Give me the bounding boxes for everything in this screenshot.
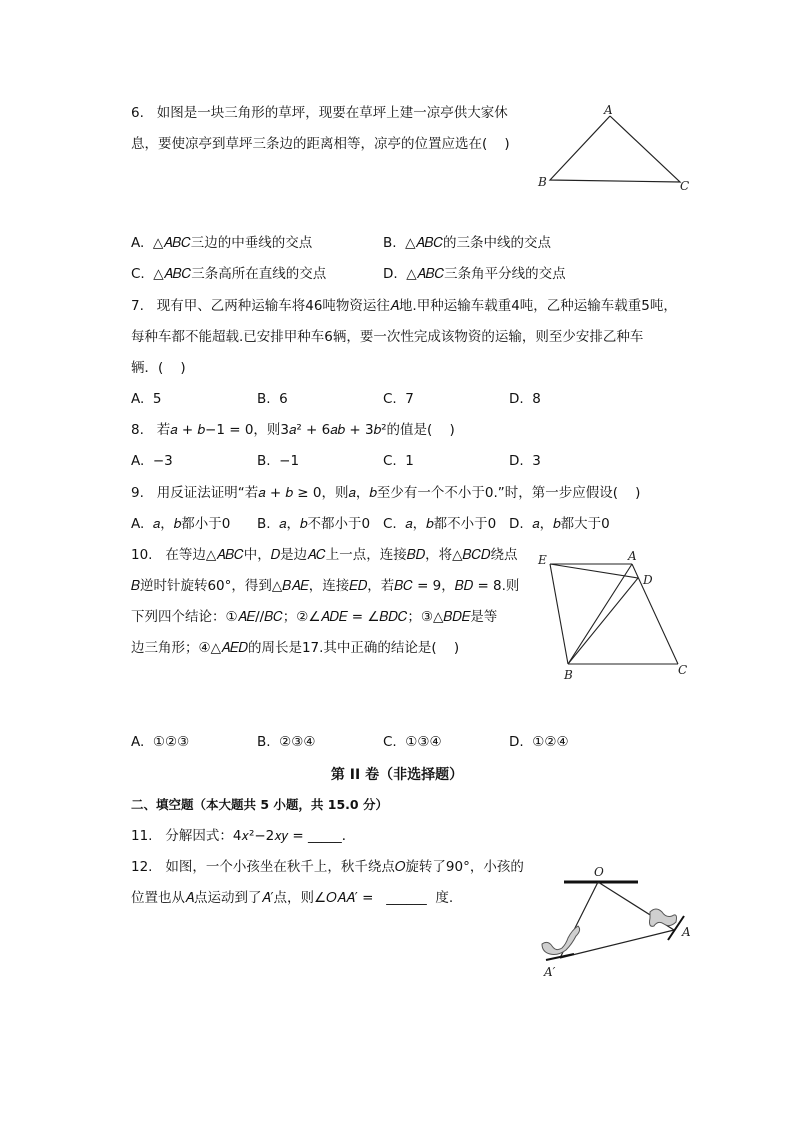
q6-triangle-figure bbox=[530, 100, 700, 200]
q12-swing-figure bbox=[532, 856, 702, 986]
q12-text-line2: 位置也从𝐴点运动到了𝐴′点，则∠𝑂𝐴𝐴′ = ______ 度. bbox=[131, 890, 454, 906]
q8-option-a[interactable]: A. −3 bbox=[131, 453, 173, 469]
q12-text-line1: 12. 如图，一个小孩坐在秋千上，秋千绕点𝑂旋转了90°，小孩的 bbox=[131, 859, 524, 875]
q6-label-b: B bbox=[538, 175, 547, 189]
q6-option-c[interactable]: C. △𝐴𝐵𝐶三条高所在直线的交点 bbox=[131, 266, 327, 282]
q8-text-line1: 8. 若𝑎 + 𝑏−1 = 0，则3𝑎² + 6𝑎𝑏 + 3𝑏²的值是( ) bbox=[131, 422, 455, 438]
section-title: 第 II 卷（非选择题） bbox=[330, 767, 464, 783]
q9-option-a[interactable]: A. 𝑎，𝑏都小于0 bbox=[131, 516, 231, 532]
q10-label-a: A bbox=[628, 549, 637, 563]
q7-text-line1: 7. 现有甲、乙两种运输车将46吨物资运往𝐴地.甲种运输车载重4吨，乙种运输车载重5吨， bbox=[131, 298, 677, 314]
q7-option-c[interactable]: C. 7 bbox=[383, 391, 414, 407]
q10-label-c: C bbox=[678, 663, 688, 677]
q6-text-line2: 息，要使凉亭到草坪三条边的距离相等，凉亭的位置应选在( ) bbox=[131, 136, 510, 152]
q7-option-d[interactable]: D. 8 bbox=[509, 391, 541, 407]
q7-text-line3: 辆．( ) bbox=[131, 360, 186, 376]
q10-label-d: D bbox=[643, 573, 653, 587]
q8-option-b[interactable]: B. −1 bbox=[257, 453, 300, 469]
q10-text-line1: 10. 在等边△𝐴𝐵𝐶中，𝐷是边𝐴𝐶上一点，连接𝐵𝐷，将△𝐵𝐶𝐷绕点 bbox=[131, 547, 518, 563]
section-header: 二、填空题（本大题共 5 小题，共 15.0 分） bbox=[131, 797, 388, 812]
q11-text-line1: 11. 分解因式：4𝑥²−2𝑥𝑦 = _____． bbox=[131, 828, 356, 844]
q10-option-a[interactable]: A. ①②③ bbox=[131, 734, 190, 750]
q10-rotation-figure bbox=[532, 546, 702, 686]
q9-option-c[interactable]: C. 𝑎，𝑏都不小于0 bbox=[383, 516, 497, 532]
child-at-a-prime-icon bbox=[542, 926, 580, 955]
q10-label-e: E bbox=[538, 553, 547, 567]
q10-option-b[interactable]: B. ②③④ bbox=[257, 734, 316, 750]
q8-option-c[interactable]: C. 1 bbox=[383, 453, 414, 469]
q6-label-c: C bbox=[680, 179, 690, 193]
q7-option-b[interactable]: B. 6 bbox=[257, 391, 288, 407]
q7-text-line2: 每种车都不能超载.已安排甲种车6辆，要一次性完成该物资的运输，则至少安排乙种车 bbox=[131, 329, 644, 345]
q6-option-d[interactable]: D. △𝐴𝐵𝐶三条角平分线的交点 bbox=[383, 266, 566, 282]
q9-option-d[interactable]: D. 𝑎，𝑏都大于0 bbox=[509, 516, 610, 532]
q6-option-b[interactable]: B. △𝐴𝐵𝐶的三条中线的交点 bbox=[383, 235, 552, 251]
q10-option-c[interactable]: C. ①③④ bbox=[383, 734, 442, 750]
q6-text-line1: 6. 如图是一块三角形的草坪，现要在草坪上建一凉亭供大家休 bbox=[131, 105, 508, 121]
q10-label-b: B bbox=[564, 668, 573, 682]
q9-option-b[interactable]: B. 𝑎，𝑏不都小于0 bbox=[257, 516, 371, 532]
q12-label-a-prime: A′ bbox=[544, 965, 556, 979]
q7-option-a[interactable]: A. 5 bbox=[131, 391, 162, 407]
q10-text-line4: 边三角形；④△𝐴𝐸𝐷的周长是17.其中正确的结论是( ) bbox=[131, 640, 460, 656]
q12-label-a: A bbox=[682, 925, 691, 939]
q10-text-line3: 下列四个结论：①𝐴𝐸//𝐵𝐶；②∠𝐴𝐷𝐸 = ∠𝐵𝐷𝐶；③△𝐵𝐷𝐸是等 bbox=[131, 609, 498, 625]
child-at-a-icon bbox=[650, 909, 677, 926]
q10-option-d[interactable]: D. ①②④ bbox=[509, 734, 569, 750]
q8-option-d[interactable]: D. 3 bbox=[509, 453, 541, 469]
q9-text-line1: 9. 用反证法证明“若𝑎 + 𝑏 ≥ 0，则𝑎，𝑏至少有一个不小于0.”时，第一步应假设( ) bbox=[131, 485, 641, 501]
q6-option-a[interactable]: A. △𝐴𝐵𝐶三边的中垂线的交点 bbox=[131, 235, 313, 251]
q12-label-o: O bbox=[594, 865, 604, 879]
q10-text-line2: 𝐵逆时针旋转60°，得到△𝐵𝐴𝐸，连接𝐸𝐷，若𝐵𝐶 = 9，𝐵𝐷 = 8.则 bbox=[131, 578, 520, 594]
q6-label-a: A bbox=[604, 103, 613, 117]
